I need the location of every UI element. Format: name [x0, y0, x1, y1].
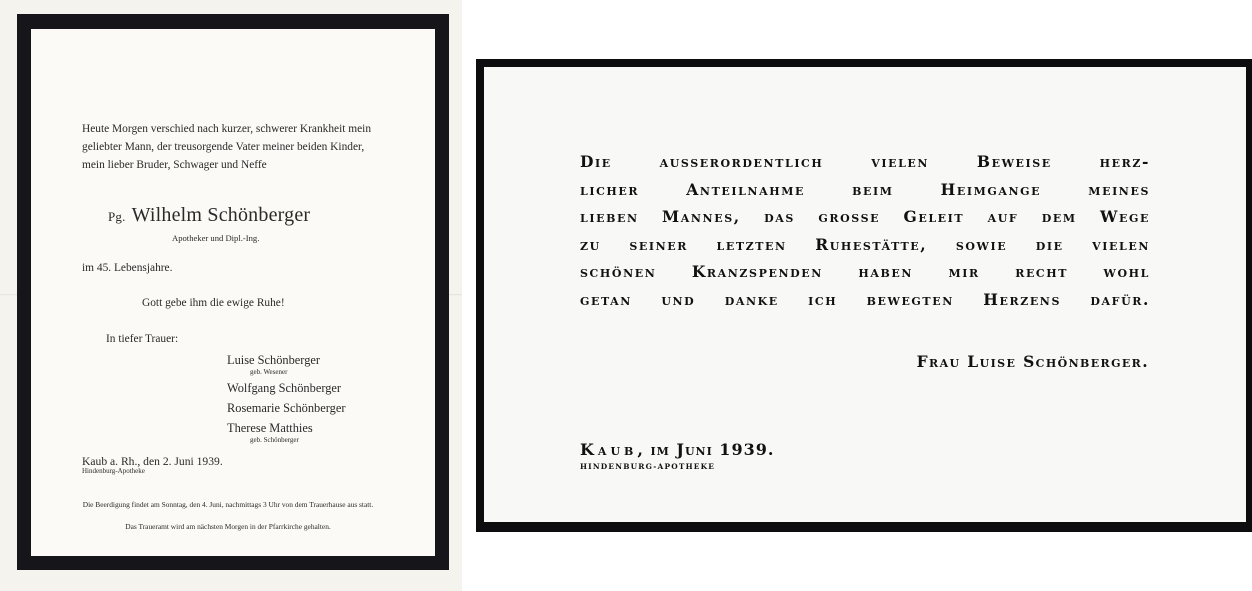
thank-you-line: getan und danke ich bewegten Herzens dafür. — [580, 290, 1150, 309]
thank-you-line: schönen Kranzspenden haben mir recht wohl — [580, 262, 1150, 281]
deceased-name — [108, 204, 310, 227]
obituary-black-border — [17, 14, 449, 570]
place-date: Kaub a. Rh., den 2. Juni 1939. — [82, 455, 223, 468]
date-text: , im Juni 1939. — [637, 440, 775, 459]
mourner-note: geb. Schönberger — [250, 436, 299, 444]
funeral-note: Die Beerdigung findet am Sonntag, den 4. Juni, nachmittags 3 Uhr von dem Trauerhause aus statt. — [82, 500, 374, 509]
signature: Frau Luise Schönberger. — [916, 352, 1149, 371]
prayer-line: Gott gebe ihm die ewige Ruhe! — [142, 297, 285, 309]
place-name: Kaub — [580, 440, 638, 459]
place-date — [580, 440, 774, 459]
name-prefix: Pg. — [108, 209, 126, 224]
thank-you-line: lieben Mannes, das grosse Geleit auf dem Wege — [580, 207, 1150, 226]
mourner-name: Rosemarie Schönberger — [227, 401, 346, 415]
mourner-name: Luise Schönberger — [227, 353, 321, 367]
mourning-intro: In tiefer Trauer: — [106, 333, 179, 345]
thank-you-line: Die ausserordentlich vielen Beweise herz- — [580, 152, 1150, 171]
pharmacy-name: Hindenburg-Apotheke — [82, 467, 145, 475]
mourner-note: geb. Wesener — [250, 368, 288, 376]
obituary-intro-text: Heute Morgen verschied nach kurzer, schwerer Krankheit mein geliebter Mann, der treusorgende Vater meiner beiden Kinder, mein lieber Bruder, Schwager und Neffe — [82, 123, 372, 171]
mass-note: Das Traueramt wird am nächsten Morgen in der Pfarrkirche gehalten. — [125, 522, 331, 531]
deceased-profession: Apotheker und Dipl.-Ing. — [172, 233, 260, 243]
deceased-name-text: Wilhelm Schönberger — [131, 204, 311, 226]
mourner-name: Wolfgang Schönberger — [227, 381, 342, 395]
mourner-name: Therese Matthies — [227, 421, 313, 435]
pharmacy-name: HINDENBURG-APOTHEKE — [580, 462, 716, 471]
thank-you-line: zu seiner letzten Ruhestätte, sowie die vielen — [580, 235, 1150, 254]
thank-you-line: licher Anteilnahme beim Heimgange meines — [580, 180, 1150, 199]
deceased-age: im 45. Lebensjahre. — [82, 262, 173, 274]
